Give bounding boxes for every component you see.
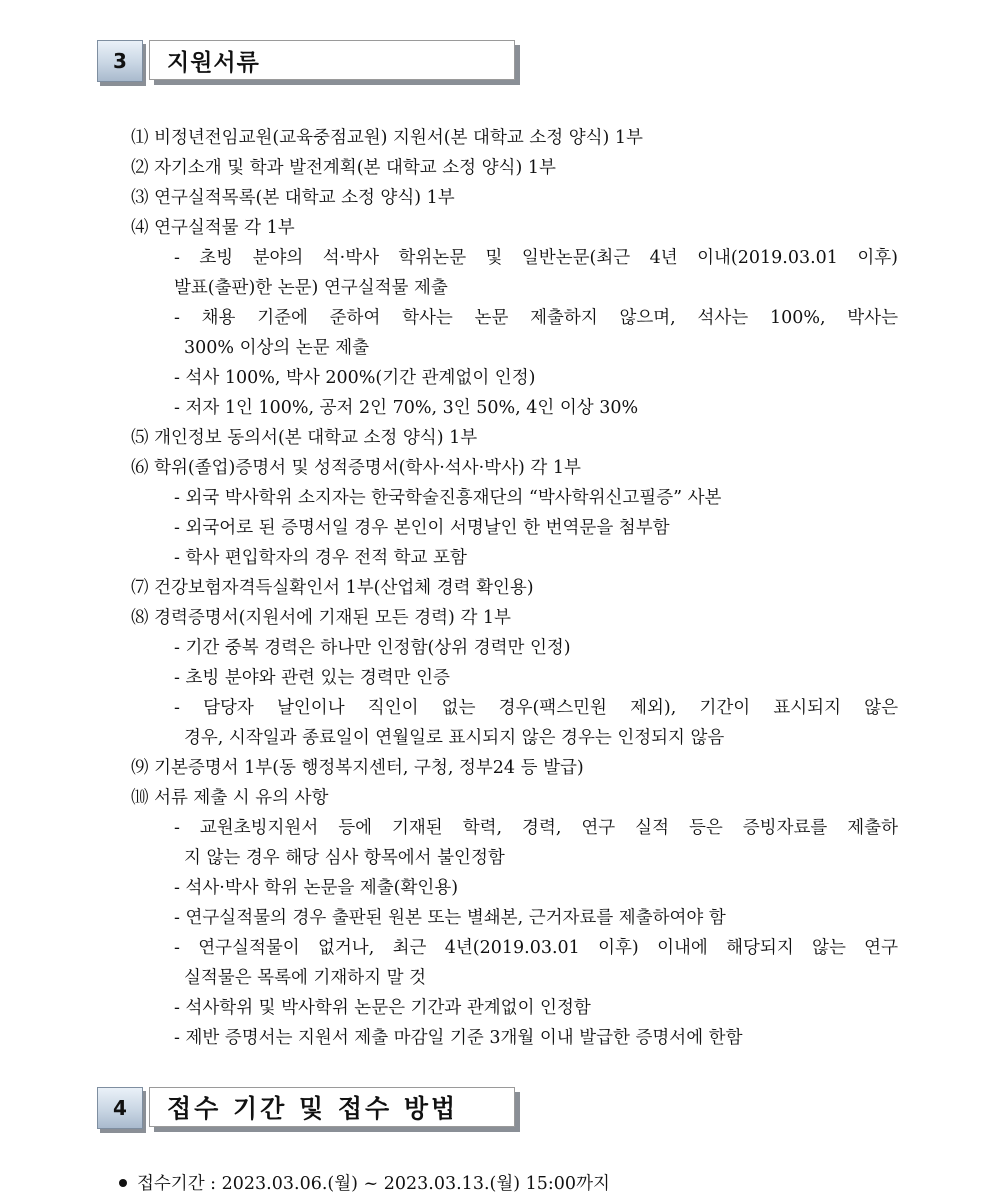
list-item: ⑶ 연구실적목록(본 대학교 소정 양식) 1부 bbox=[131, 188, 455, 208]
list-item: - 초빙 분야와 관련 있는 경력만 인증 bbox=[174, 668, 450, 688]
section-4-title: 접수 기간 및 접수 방법 bbox=[149, 1087, 515, 1127]
list-item: - 기간 중복 경력은 하나만 인정함(상위 경력만 인정) bbox=[174, 638, 571, 658]
list-item: - 석사학위 및 박사학위 논문은 기간과 관계없이 인정함 bbox=[174, 998, 591, 1018]
section-3-title: 지원서류 bbox=[149, 40, 515, 80]
list-item: - 연구실적물의 경우 출판된 원본 또는 별쇄본, 근거자료를 제출하여야 함 bbox=[174, 908, 726, 928]
application-period-text: 접수기간 : 2023.03.06.(월) ~ 2023.03.13.(월) 15:00까지 bbox=[137, 1174, 610, 1194]
section-3-header bbox=[97, 40, 522, 86]
list-item: ⑵ 자기소개 및 학과 발전계획(본 대학교 소정 양식) 1부 bbox=[131, 158, 556, 178]
list-item: - 석사 100%, 박사 200%(기간 관계없이 인정) bbox=[174, 368, 536, 388]
section-4-header bbox=[97, 1087, 522, 1133]
list-item: ⑴ 비정년전임교원(교육중점교원) 지원서(본 대학교 소정 양식) 1부 bbox=[131, 128, 643, 148]
list-item: ⑹ 학위(졸업)증명서 및 성적증명서(학사·석사·박사) 각 1부 bbox=[131, 458, 581, 478]
application-period-item bbox=[119, 1172, 610, 1196]
list-item: - 석사·박사 학위 논문을 제출(확인용) bbox=[174, 878, 459, 898]
list-item: 경우, 시작일과 종료일이 연월일로 표시되지 않은 경우는 인정되지 않음 bbox=[184, 728, 725, 748]
list-item: 발표(출판)한 논문) 연구실적물 제출 bbox=[174, 278, 448, 298]
list-item: ⑷ 연구실적물 각 1부 bbox=[131, 218, 295, 238]
list-item: - 초빙 분야의 석·박사 학위논문 및 일반논문(최근 4년 이내(2019.03.01 이후) bbox=[174, 248, 898, 268]
list-item: - 학사 편입학자의 경우 전적 학교 포함 bbox=[174, 548, 467, 568]
list-item: - 외국 박사학위 소지자는 한국학술진흥재단의 “박사학위신고필증” 사본 bbox=[174, 488, 722, 508]
section-4-number: 4 bbox=[97, 1087, 143, 1129]
list-item: - 채용 기준에 준하여 학사는 논문 제출하지 않으며, 석사는 100%, 박사는 bbox=[174, 308, 898, 328]
list-item: ⑼ 기본증명서 1부(동 행정복지센터, 구청, 정부24 등 발급) bbox=[131, 758, 584, 778]
list-item: 실적물은 목록에 기재하지 말 것 bbox=[184, 968, 427, 988]
list-item: - 저자 1인 100%, 공저 2인 70%, 3인 50%, 4인 이상 30% bbox=[174, 398, 639, 418]
list-item: - 담당자 날인이나 직인이 없는 경우(팩스민원 제외), 기간이 표시되지 않은 bbox=[174, 698, 898, 718]
list-item: - 연구실적물이 없거나, 최근 4년(2019.03.01 이후) 이내에 해당되지 않는 연구 bbox=[174, 938, 898, 958]
list-item: - 외국어로 된 증명서일 경우 본인이 서명날인 한 번역문을 첨부함 bbox=[174, 518, 670, 538]
list-item: 지 않는 경우 해당 심사 항목에서 불인정함 bbox=[184, 848, 505, 868]
section-3-number: 3 bbox=[97, 40, 143, 82]
list-item: ⑻ 경력증명서(지원서에 기재된 모든 경력) 각 1부 bbox=[131, 608, 511, 628]
list-item: - 교원초빙지원서 등에 기재된 학력, 경력, 연구 실적 등은 증빙자료를 제출하 bbox=[174, 818, 898, 838]
list-item: - 제반 증명서는 지원서 제출 마감일 기준 3개월 이내 발급한 증명서에 한함 bbox=[174, 1028, 743, 1048]
list-item: ⑸ 개인정보 동의서(본 대학교 소정 양식) 1부 bbox=[131, 428, 478, 448]
list-item: ⑺ 건강보험자격득실확인서 1부(산업체 경력 확인용) bbox=[131, 578, 534, 598]
bullet-icon bbox=[119, 1179, 127, 1187]
list-item: 300% 이상의 논문 제출 bbox=[184, 338, 370, 358]
list-item: ⑽ 서류 제출 시 유의 사항 bbox=[131, 788, 329, 808]
